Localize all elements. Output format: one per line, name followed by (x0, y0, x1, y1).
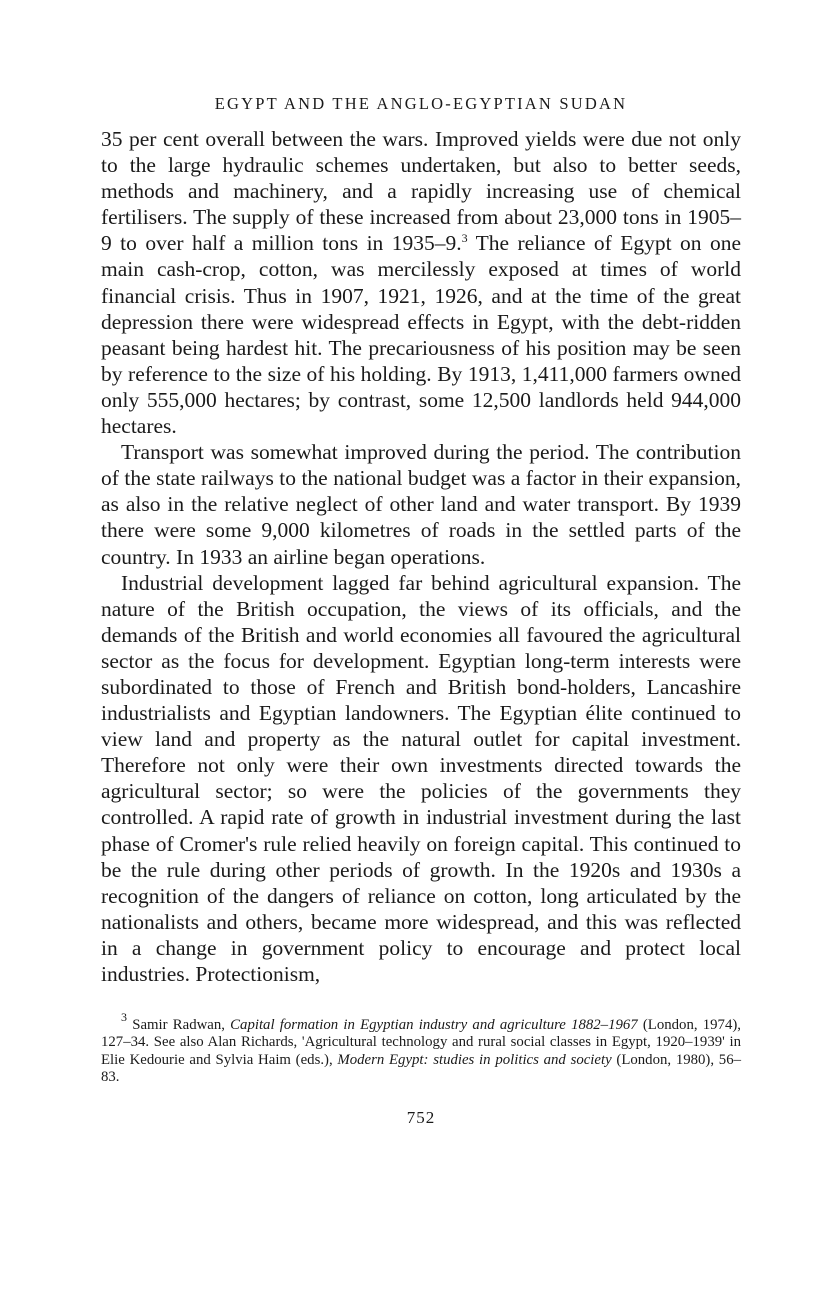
paragraph-1-part-a: 35 per cent overall between the wars. Improved yields were due not only to the large hydraulic schemes undertaken, but also to better seeds, methods and machinery, and a rapidly increasing use of chemical fertilisers. The supply of these increased from about 23,000 tons in 1905–9 to over half a million tons in 1935–9. (101, 127, 741, 256)
footnote-text-3: (London, 1980), 56–83. (101, 1051, 741, 1085)
footnote-3 (101, 1010, 741, 1086)
footnote-title-1: Capital formation in Egyptian industry and agriculture 1882–1967 (230, 1017, 638, 1034)
page (101, 92, 741, 1128)
running-head: EGYPT AND THE ANGLO-EGYPTIAN SUDAN (214, 94, 628, 113)
paragraph-1 (101, 126, 741, 439)
footnotes (101, 1010, 741, 1086)
footnote-title-2: Modern Egypt: studies in politics and society (337, 1051, 612, 1068)
body-text (101, 126, 741, 987)
paragraph-2: Transport was somewhat improved during the period. The contribution of the state railways to the national budget was a factor in their expansion, as also in the relative neglect of other land and water transport. By 1939 there were some 9,000 kilometres of roads in the settled parts of the country. In 1933 an airline began operations. (101, 440, 741, 569)
paragraph-3: Industrial development lagged far behind agricultural expansion. The nature of the British occupation, the views of its officials, and the demands of the British and world economies all favoured the agricultural sector as the focus for development. Egyptian long-term interests were subordinated to those of French and British bond-holders, Lancashire industrialists and Egyptian landowners. The Egyptian élite continued to view land and property as the natural outlet for capital investment. Therefore not only were their own investments directed towards the agricultural sector; so were the policies of the governments they controlled. A rapid rate of growth in industrial investment during the last phase of Cromer's rule relied heavily on foreign capital. This continued to be the rule during other periods of growth. In the 1920s and 1930s a recognition of the dangers of reliance on cotton, long articulated by the nationalists and others, became more widespread, and this was reflected in a change in government policy to encourage and protect local industries. Protectionism, (101, 570, 741, 986)
footnote-text-1: Samir Radwan, (127, 1017, 231, 1034)
page-number: 752 (406, 1107, 436, 1127)
footnote-text-2: (London, 1974), 127–34. See also Alan Richards, 'Agricultural technology and rural social classes in Egypt, 1920–1939' in Elie Kedourie and Sylvia Haim (eds.), (101, 1017, 741, 1068)
footnote-reference: 3 (461, 231, 468, 246)
footnote-marker: 3 (121, 1010, 127, 1025)
paragraph-1-part-b: The reliance of Egypt on one main cash-crop, cotton, was mercilessly exposed at times of world financial crisis. Thus in 1907, 1921, 1926, and at the time of the great depression there were widespread effects in Egypt, with the debt-ridden peasant being hardest hit. The precariousness of his position may be seen by reference to the size of his holding. By 1913, 1,411,000 farmers owned only 555,000 hectares; by contrast, some 12,500 landlords held 944,000 hectares. (101, 231, 742, 439)
